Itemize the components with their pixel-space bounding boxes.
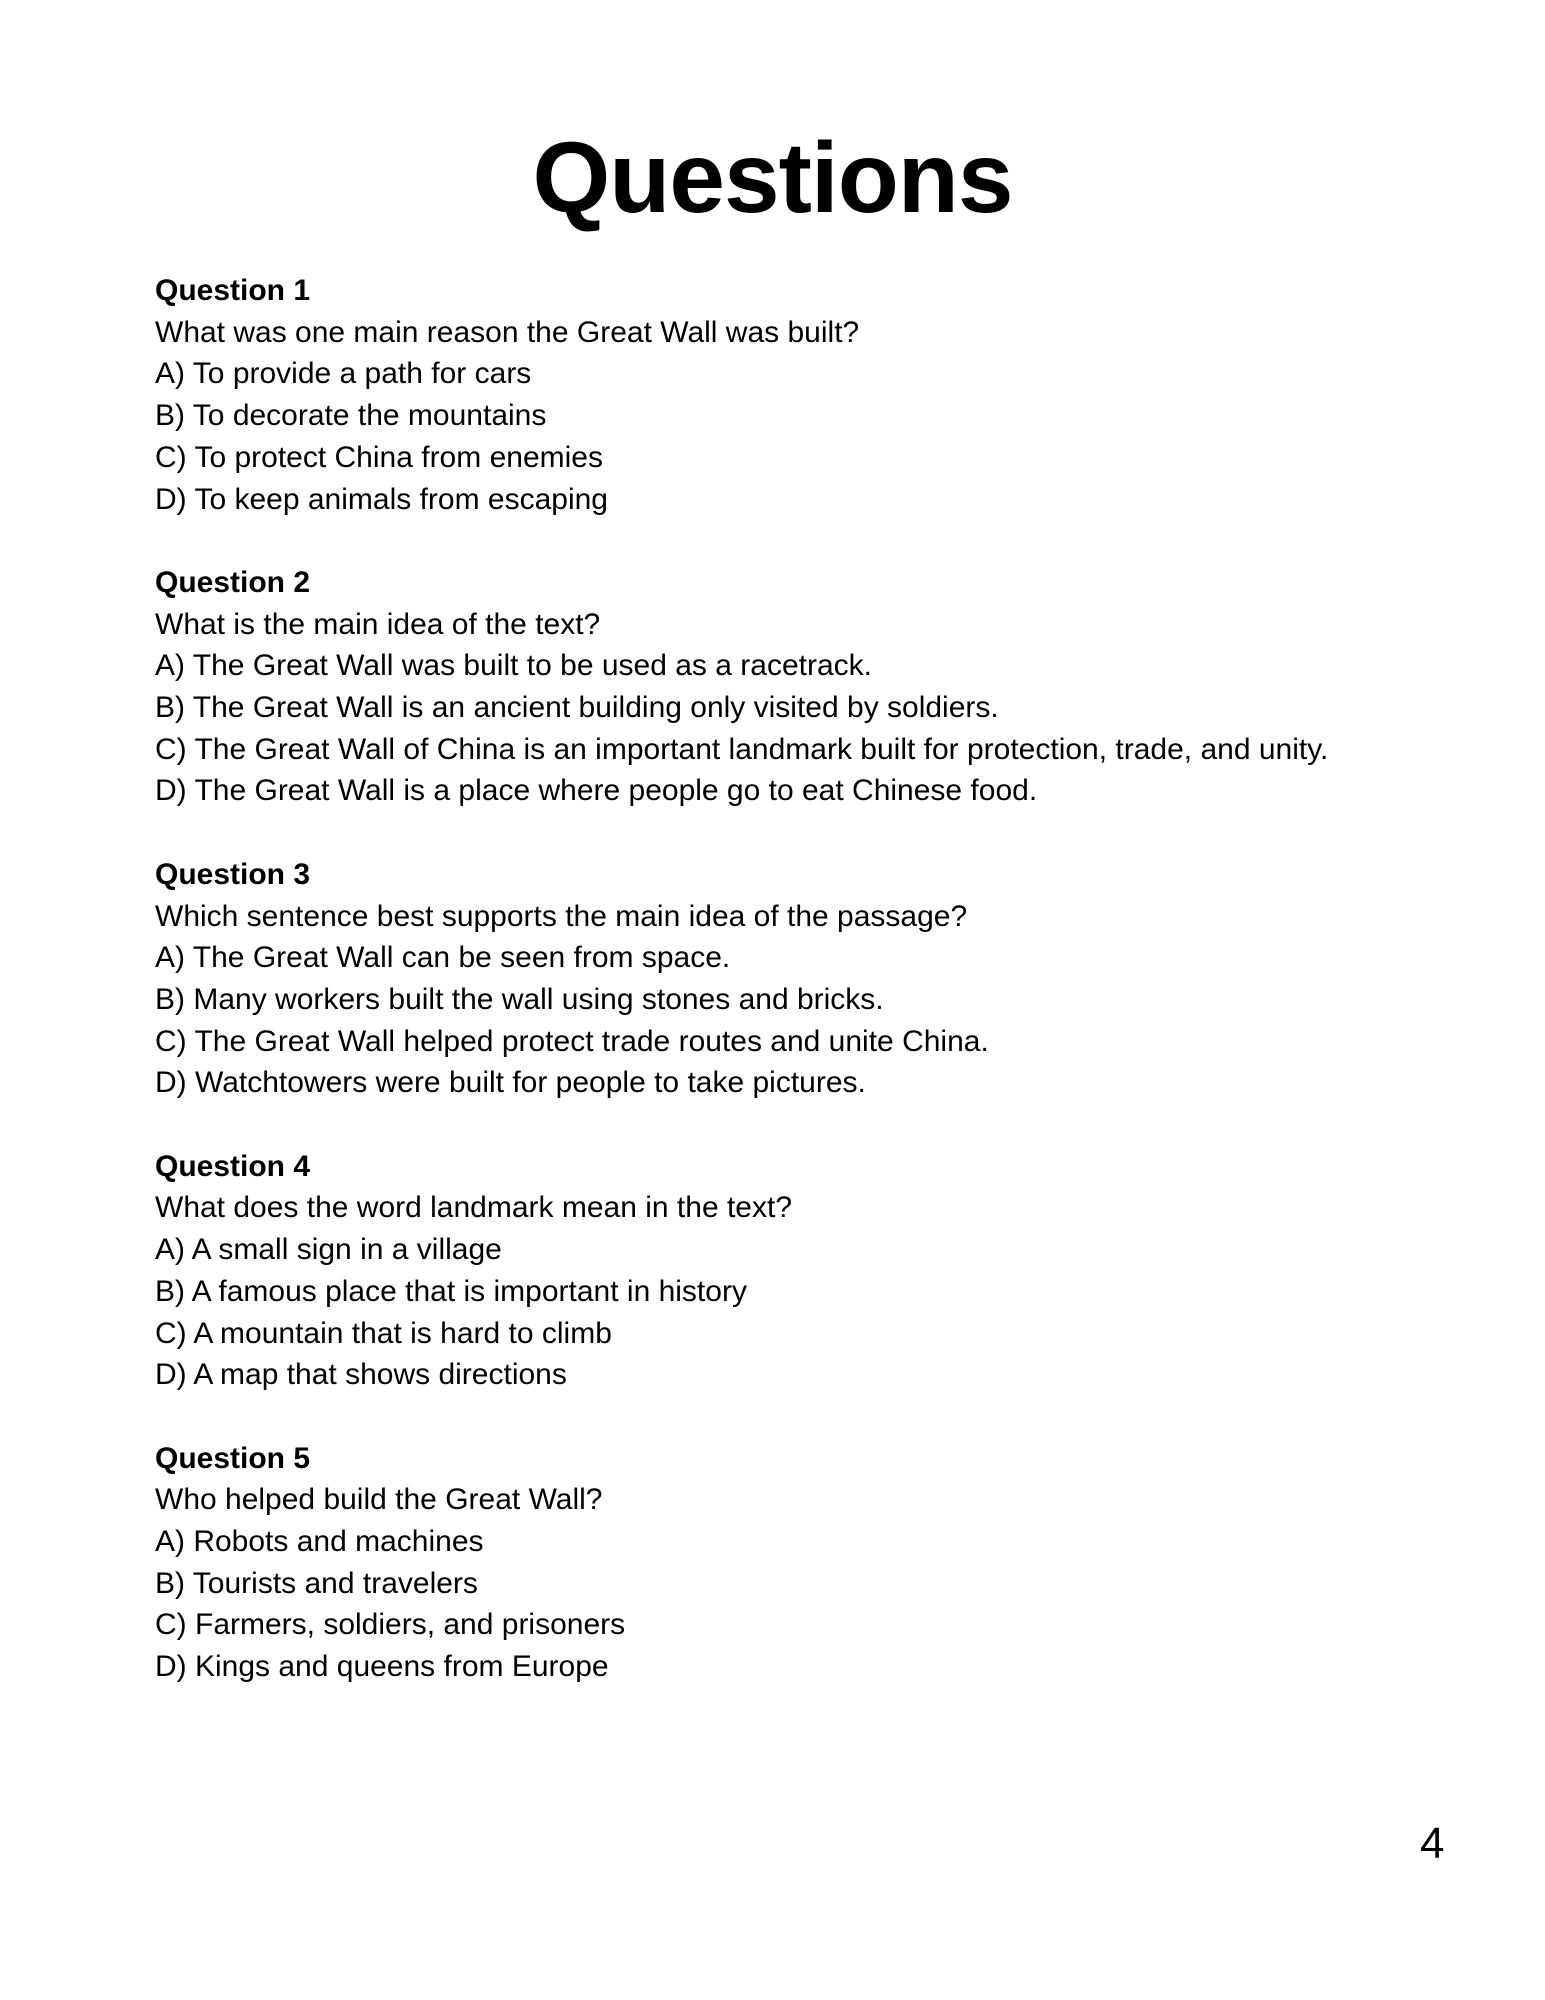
answer-option-d: D) The Great Wall is a place where people go to eat Chinese food.	[155, 774, 1038, 808]
answer-option-c: C) The Great Wall of China is an important landmark built for protection, trade, and unity.	[155, 732, 1329, 766]
answer-option-b: B) Many workers built the wall using stones and bricks.	[155, 982, 884, 1016]
question-prompt: What was one main reason the Great Wall was built?	[155, 315, 860, 349]
answer-option-d: D) To keep animals from escaping	[155, 482, 608, 516]
answer-option-a: A) A small sign in a village	[155, 1233, 502, 1267]
answer-option-c: C) The Great Wall helped protect trade routes and unite China.	[155, 1024, 989, 1058]
answer-option-a: A) To provide a path for cars	[155, 357, 532, 391]
question-label: Question 2	[155, 565, 311, 599]
page-title: Questions	[532, 122, 1013, 234]
answer-option-b: B) A famous place that is important in history	[155, 1274, 747, 1308]
question-block-3	[155, 854, 1435, 1104]
answer-option-a: A) Robots and machines	[155, 1525, 484, 1559]
answer-option-d: D) Watchtowers were built for people to take pictures.	[155, 1066, 866, 1100]
answer-option-c: C) Farmers, soldiers, and prisoners	[155, 1608, 626, 1642]
question-prompt: Who helped build the Great Wall?	[155, 1483, 603, 1517]
answer-option-a: A) The Great Wall was built to be used as a racetrack.	[155, 649, 872, 683]
question-prompt: What does the word landmark mean in the text?	[155, 1191, 793, 1225]
answer-option-a: A) The Great Wall can be seen from space.	[155, 941, 731, 975]
question-label: Question 1	[155, 274, 311, 307]
answer-option-b: B) To decorate the mountains	[155, 399, 547, 433]
question-block-5	[155, 1438, 1435, 1688]
question-prompt: What is the main idea of the text?	[155, 607, 601, 641]
question-block-1	[155, 270, 1435, 520]
question-list	[155, 270, 1435, 1730]
question-label: Question 4	[155, 1149, 311, 1183]
answer-option-d: D) Kings and queens from Europe	[155, 1650, 609, 1684]
answer-option-c: C) To protect China from enemies	[155, 440, 603, 474]
question-block-2	[155, 562, 1435, 812]
question-label: Question 3	[155, 857, 311, 891]
answer-option-b: B) Tourists and travelers	[155, 1566, 478, 1600]
answer-option-c: C) A mountain that is hard to climb	[155, 1316, 612, 1350]
question-label: Question 5	[155, 1441, 311, 1475]
answer-option-d: D) A map that shows directions	[155, 1358, 567, 1392]
answer-option-b: B) The Great Wall is an ancient building only visited by soldiers.	[155, 691, 999, 725]
question-block-4	[155, 1146, 1435, 1396]
page-number: 4	[1420, 1819, 1445, 1868]
question-prompt: Which sentence best supports the main idea of the passage?	[155, 899, 968, 933]
